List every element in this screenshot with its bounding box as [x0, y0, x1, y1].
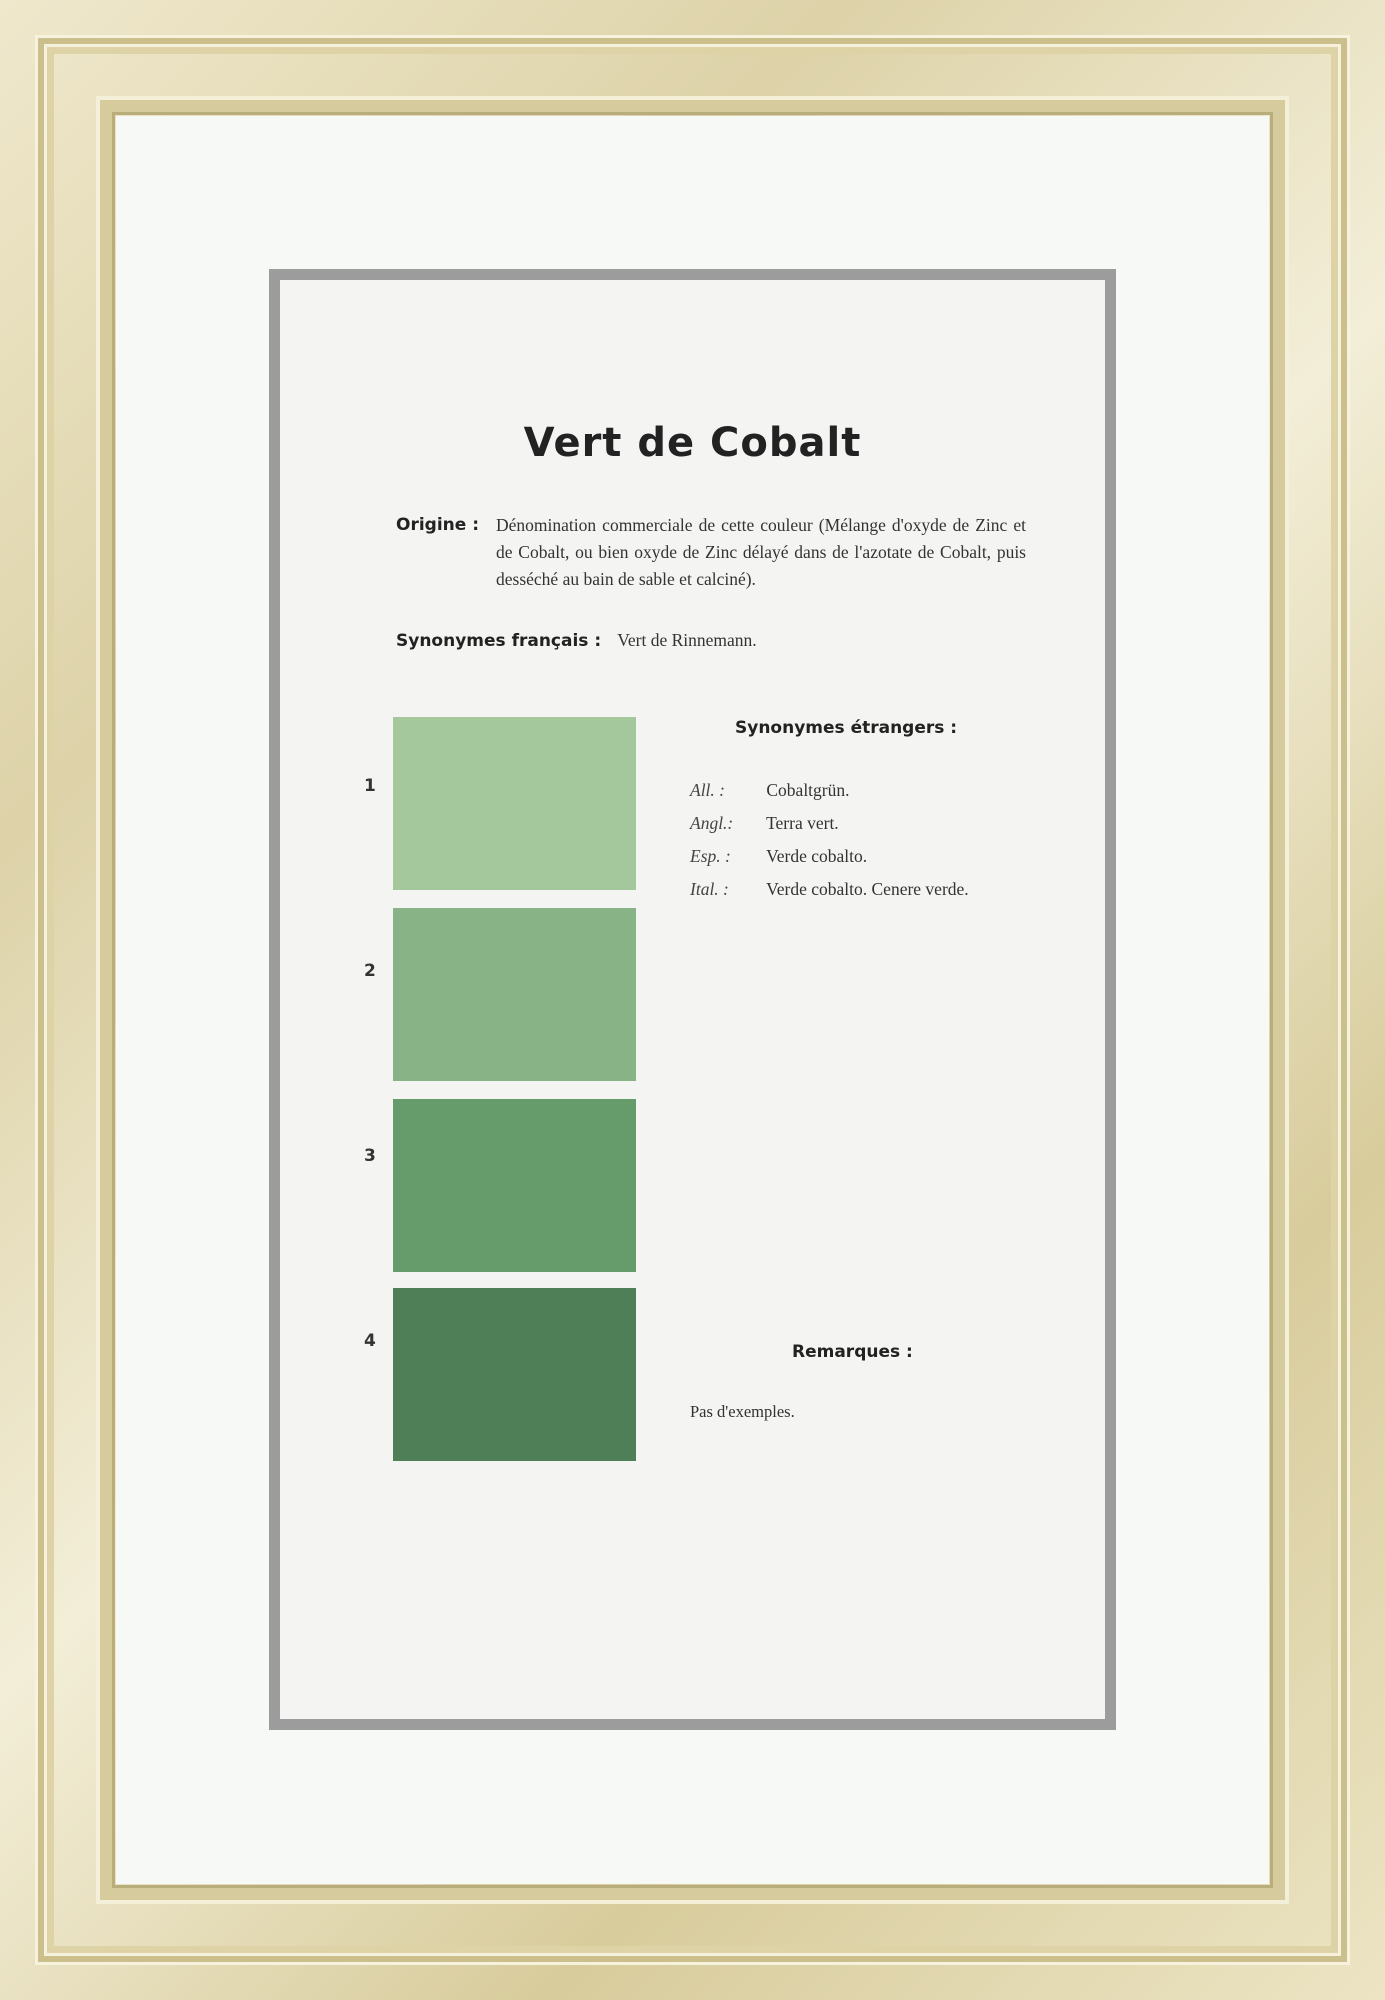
swatch-number-3: 3: [364, 1146, 376, 1166]
synonym-text: Verde cobalto.: [766, 846, 868, 866]
color-swatch-1: [393, 717, 636, 890]
color-swatch-3: [393, 1099, 636, 1272]
synonym-language: All. :: [690, 780, 725, 800]
synonym-language: Ital. :: [690, 879, 729, 899]
synonym-row: [690, 774, 969, 807]
synonym-row: [690, 840, 969, 873]
synonymes-etrangers-list: [690, 774, 969, 906]
remarques-label: Remarques :: [792, 1342, 913, 1362]
synonymes-francais: [396, 630, 757, 651]
color-swatch-4: [393, 1288, 636, 1461]
swatch-number-2: 2: [364, 961, 376, 981]
synonym-language: Esp. :: [690, 846, 731, 866]
origine-label: Origine :: [396, 515, 480, 535]
synonymes-francais-text: Vert de Rinnemann.: [617, 630, 757, 650]
synonym-text: Terra vert.: [766, 813, 839, 833]
synonymes-etrangers-label: Synonymes étrangers :: [735, 718, 958, 738]
synonym-row: [690, 807, 969, 840]
synonym-text: Cobaltgrün.: [766, 780, 850, 800]
swatch-number-1: 1: [364, 776, 376, 796]
synonymes-francais-label: Synonymes français :: [396, 631, 602, 651]
remarques-text: Pas d'exemples.: [690, 1402, 795, 1421]
origine-section: [396, 512, 1026, 593]
synonym-language: Angl.:: [690, 813, 734, 833]
synonym-row: [690, 873, 969, 906]
color-swatch-2: [393, 908, 636, 1081]
synonym-text: Verde cobalto. Cenere verde.: [766, 879, 969, 899]
swatch-number-4: 4: [364, 1331, 376, 1351]
plate-title: Vert de Cobalt: [523, 420, 862, 466]
origine-text: Dénomination commerciale de cette couleur (Mélange d'oxyde de Zinc et de Cobalt, ou bien oxyde de Zinc délayé dans de l'azotate de Cobalt, puis desséché au bain de sable et calciné).: [496, 515, 1026, 589]
color-plate: [280, 280, 1105, 1719]
